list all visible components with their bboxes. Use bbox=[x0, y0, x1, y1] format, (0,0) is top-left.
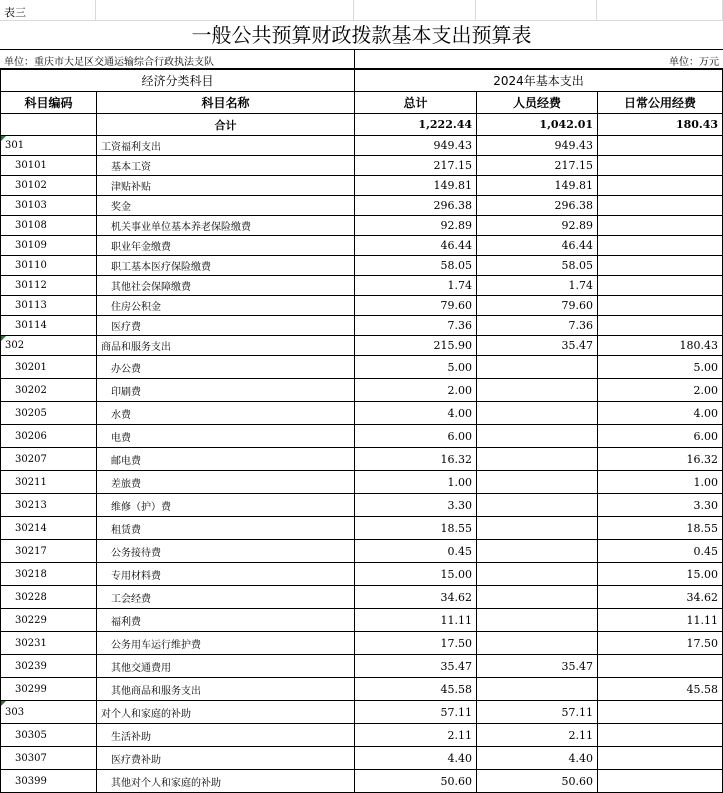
table-row bbox=[1, 216, 723, 236]
row-public[interactable] bbox=[598, 724, 723, 747]
row-name[interactable]: 办公费 bbox=[97, 356, 355, 379]
row-total[interactable]: 16.32 bbox=[355, 448, 477, 471]
row-total[interactable]: 6.00 bbox=[355, 425, 477, 448]
table-row bbox=[1, 256, 723, 276]
row-code[interactable]: 30229 bbox=[1, 609, 97, 632]
row-public[interactable]: 17.50 bbox=[598, 632, 723, 655]
row-personnel[interactable]: 46.44 bbox=[477, 236, 598, 256]
row-total[interactable]: 45.58 bbox=[355, 678, 477, 701]
row-personnel[interactable] bbox=[477, 609, 598, 632]
row-total[interactable]: 1.74 bbox=[355, 276, 477, 296]
row-name[interactable]: 工资福利支出 bbox=[97, 136, 355, 156]
row-name[interactable]: 公务用车运行维护费 bbox=[97, 632, 355, 655]
row-public[interactable]: 45.58 bbox=[598, 678, 723, 701]
row-code[interactable]: 30214 bbox=[1, 517, 97, 540]
row-public[interactable] bbox=[598, 770, 723, 793]
table-row bbox=[1, 471, 723, 494]
row-public[interactable] bbox=[598, 196, 723, 216]
table-row bbox=[1, 747, 723, 770]
sheet-label: 表三 bbox=[4, 6, 26, 19]
row-code[interactable]: 30231 bbox=[1, 632, 97, 655]
table-row bbox=[1, 176, 723, 196]
row-total[interactable]: 1.00 bbox=[355, 471, 477, 494]
table-row bbox=[1, 724, 723, 747]
row-code[interactable]: 30299 bbox=[1, 678, 97, 701]
row-code[interactable]: 30112 bbox=[1, 276, 97, 296]
row-personnel[interactable] bbox=[477, 471, 598, 494]
total-personnel[interactable]: 1,042.01 bbox=[477, 114, 598, 136]
table-row bbox=[1, 770, 723, 793]
row-public[interactable] bbox=[598, 236, 723, 256]
table-row bbox=[1, 701, 723, 724]
row-personnel[interactable]: 79.60 bbox=[477, 296, 598, 316]
row-name[interactable]: 电费 bbox=[97, 425, 355, 448]
row-public[interactable]: 1.00 bbox=[598, 471, 723, 494]
row-total[interactable]: 46.44 bbox=[355, 236, 477, 256]
row-personnel[interactable]: 50.60 bbox=[477, 770, 598, 793]
row-total[interactable]: 11.11 bbox=[355, 609, 477, 632]
row-public[interactable]: 16.32 bbox=[598, 448, 723, 471]
row-personnel[interactable]: 296.38 bbox=[477, 196, 598, 216]
row-name[interactable]: 其他商品和服务支出 bbox=[97, 678, 355, 701]
table-row bbox=[1, 196, 723, 216]
row-name[interactable]: 维修（护）费 bbox=[97, 494, 355, 517]
row-code[interactable]: 30307 bbox=[1, 747, 97, 770]
table-row bbox=[1, 402, 723, 425]
row-name[interactable]: 职工基本医疗保险缴费 bbox=[97, 256, 355, 276]
row-personnel[interactable] bbox=[477, 448, 598, 471]
row-name[interactable]: 其他社会保障缴费 bbox=[97, 276, 355, 296]
row-personnel[interactable]: 149.81 bbox=[477, 176, 598, 196]
row-personnel[interactable] bbox=[477, 494, 598, 517]
row-total[interactable]: 50.60 bbox=[355, 770, 477, 793]
row-personnel[interactable]: 2.11 bbox=[477, 724, 598, 747]
row-code[interactable]: 30305 bbox=[1, 724, 97, 747]
table-row bbox=[1, 494, 723, 517]
row-public[interactable]: 11.11 bbox=[598, 609, 723, 632]
row-total[interactable]: 4.00 bbox=[355, 402, 477, 425]
row-total[interactable]: 92.89 bbox=[355, 216, 477, 236]
table-row bbox=[1, 316, 723, 336]
row-name[interactable]: 福利费 bbox=[97, 609, 355, 632]
row-code[interactable]: 30110 bbox=[1, 256, 97, 276]
row-code[interactable]: 30228 bbox=[1, 586, 97, 609]
row-public[interactable]: 18.55 bbox=[598, 517, 723, 540]
row-total[interactable]: 34.62 bbox=[355, 586, 477, 609]
total-row bbox=[1, 114, 723, 136]
row-code[interactable]: 30207 bbox=[1, 448, 97, 471]
unit-row bbox=[0, 49, 723, 69]
row-public[interactable] bbox=[598, 156, 723, 176]
row-public[interactable] bbox=[598, 747, 723, 770]
table-row bbox=[1, 448, 723, 471]
row-personnel[interactable] bbox=[477, 425, 598, 448]
table-row bbox=[1, 655, 723, 678]
row-total[interactable]: 949.43 bbox=[355, 136, 477, 156]
row-name[interactable]: 生活补助 bbox=[97, 724, 355, 747]
row-total[interactable]: 2.00 bbox=[355, 379, 477, 402]
row-public[interactable]: 6.00 bbox=[598, 425, 723, 448]
row-code[interactable]: 30206 bbox=[1, 425, 97, 448]
row-public[interactable]: 2.00 bbox=[598, 379, 723, 402]
table-row bbox=[1, 276, 723, 296]
row-personnel[interactable]: 4.40 bbox=[477, 747, 598, 770]
table-row bbox=[1, 609, 723, 632]
row-code[interactable]: 301 bbox=[1, 136, 97, 156]
row-total[interactable]: 17.50 bbox=[355, 632, 477, 655]
top-grid-row bbox=[0, 0, 723, 22]
row-personnel[interactable]: 7.36 bbox=[477, 316, 598, 336]
header-name[interactable]: 科目名称 bbox=[97, 92, 355, 114]
grid-cell[interactable] bbox=[96, 0, 354, 21]
row-total[interactable]: 3.30 bbox=[355, 494, 477, 517]
row-public[interactable] bbox=[598, 176, 723, 196]
grid-cell[interactable] bbox=[354, 0, 476, 21]
row-name[interactable]: 职业年金缴费 bbox=[97, 236, 355, 256]
row-public[interactable] bbox=[598, 316, 723, 336]
row-code[interactable]: 30108 bbox=[1, 216, 97, 236]
row-total[interactable]: 7.36 bbox=[355, 316, 477, 336]
row-name[interactable]: 奖金 bbox=[97, 196, 355, 216]
grid-cell[interactable] bbox=[597, 0, 723, 21]
table-row bbox=[1, 678, 723, 701]
header-public[interactable]: 日常公用经费 bbox=[598, 92, 723, 114]
row-personnel[interactable]: 217.15 bbox=[477, 156, 598, 176]
row-public[interactable] bbox=[598, 655, 723, 678]
header-personnel[interactable]: 人员经费 bbox=[477, 92, 598, 114]
row-code[interactable]: 30217 bbox=[1, 540, 97, 563]
row-personnel[interactable] bbox=[477, 586, 598, 609]
row-code[interactable]: 30114 bbox=[1, 316, 97, 336]
row-name[interactable]: 商品和服务支出 bbox=[97, 336, 355, 356]
row-public[interactable] bbox=[598, 276, 723, 296]
row-name[interactable]: 津贴补贴 bbox=[97, 176, 355, 196]
row-personnel[interactable]: 35.47 bbox=[477, 655, 598, 678]
row-code[interactable]: 30103 bbox=[1, 196, 97, 216]
row-name[interactable]: 医疗费补助 bbox=[97, 747, 355, 770]
row-public[interactable] bbox=[598, 701, 723, 724]
row-public[interactable]: 4.00 bbox=[598, 402, 723, 425]
row-personnel[interactable]: 35.47 bbox=[477, 336, 598, 356]
row-name[interactable]: 差旅费 bbox=[97, 471, 355, 494]
header-row-2 bbox=[1, 92, 723, 114]
table-row bbox=[1, 517, 723, 540]
row-code[interactable]: 303 bbox=[1, 701, 97, 724]
divider bbox=[354, 49, 355, 69]
row-code[interactable]: 30113 bbox=[1, 296, 97, 316]
row-name[interactable]: 专用材料费 bbox=[97, 563, 355, 586]
header-total[interactable]: 总计 bbox=[355, 92, 477, 114]
row-name[interactable]: 邮电费 bbox=[97, 448, 355, 471]
row-personnel[interactable] bbox=[477, 563, 598, 586]
row-total[interactable]: 35.47 bbox=[355, 655, 477, 678]
table-row bbox=[1, 296, 723, 316]
table-row bbox=[1, 540, 723, 563]
row-code[interactable]: 30211 bbox=[1, 471, 97, 494]
row-name[interactable]: 住房公积金 bbox=[97, 296, 355, 316]
row-code[interactable]: 30239 bbox=[1, 655, 97, 678]
row-personnel[interactable]: 949.43 bbox=[477, 136, 598, 156]
header-row-1 bbox=[1, 70, 723, 92]
grid-cell[interactable] bbox=[476, 0, 597, 21]
page-title: 一般公共预算财政拨款基本支出预算表 bbox=[191, 23, 532, 47]
header-year-basic[interactable]: 2024年基本支出 bbox=[355, 70, 723, 92]
row-total[interactable]: 296.38 bbox=[355, 196, 477, 216]
row-name[interactable]: 医疗费 bbox=[97, 316, 355, 336]
row-public[interactable] bbox=[598, 296, 723, 316]
table-row bbox=[1, 379, 723, 402]
row-name[interactable]: 其他交通费用 bbox=[97, 655, 355, 678]
row-personnel[interactable] bbox=[477, 517, 598, 540]
row-total[interactable]: 5.00 bbox=[355, 356, 477, 379]
row-total[interactable]: 0.45 bbox=[355, 540, 477, 563]
total-label[interactable]: 合计 bbox=[97, 114, 355, 136]
row-personnel[interactable] bbox=[477, 356, 598, 379]
total-public[interactable]: 180.43 bbox=[598, 114, 723, 136]
row-personnel[interactable] bbox=[477, 632, 598, 655]
row-code[interactable]: 30205 bbox=[1, 402, 97, 425]
table-row bbox=[1, 425, 723, 448]
row-code[interactable]: 30101 bbox=[1, 156, 97, 176]
unit-currency: 单位：万元 bbox=[669, 57, 719, 68]
row-code[interactable]: 30399 bbox=[1, 770, 97, 793]
total-code-cell[interactable] bbox=[1, 114, 97, 136]
row-public[interactable]: 5.00 bbox=[598, 356, 723, 379]
table-row bbox=[1, 156, 723, 176]
table-row bbox=[1, 236, 723, 256]
table-row bbox=[1, 632, 723, 655]
row-total[interactable]: 57.11 bbox=[355, 701, 477, 724]
header-code[interactable]: 科目编码 bbox=[1, 92, 97, 114]
row-total[interactable]: 79.60 bbox=[355, 296, 477, 316]
row-personnel[interactable] bbox=[477, 678, 598, 701]
row-public[interactable]: 0.45 bbox=[598, 540, 723, 563]
table-row bbox=[1, 563, 723, 586]
row-public[interactable] bbox=[598, 256, 723, 276]
row-total[interactable]: 15.00 bbox=[355, 563, 477, 586]
row-code[interactable]: 30202 bbox=[1, 379, 97, 402]
row-code[interactable]: 30201 bbox=[1, 356, 97, 379]
row-code[interactable]: 302 bbox=[1, 336, 97, 356]
row-name[interactable]: 对个人和家庭的补助 bbox=[97, 701, 355, 724]
row-name[interactable]: 机关事业单位基本养老保险缴费 bbox=[97, 216, 355, 236]
row-code[interactable]: 30218 bbox=[1, 563, 97, 586]
row-name[interactable]: 其他对个人和家庭的补助 bbox=[97, 770, 355, 793]
row-total[interactable]: 58.05 bbox=[355, 256, 477, 276]
row-public[interactable]: 34.62 bbox=[598, 586, 723, 609]
row-total[interactable]: 18.55 bbox=[355, 517, 477, 540]
row-total[interactable]: 149.81 bbox=[355, 176, 477, 196]
row-personnel[interactable]: 1.74 bbox=[477, 276, 598, 296]
budget-table bbox=[0, 69, 723, 793]
header-econ-class[interactable]: 经济分类科目 bbox=[1, 70, 355, 92]
row-code[interactable]: 30102 bbox=[1, 176, 97, 196]
row-personnel[interactable]: 58.05 bbox=[477, 256, 598, 276]
row-personnel[interactable]: 57.11 bbox=[477, 701, 598, 724]
row-total[interactable]: 4.40 bbox=[355, 747, 477, 770]
row-public[interactable]: 15.00 bbox=[598, 563, 723, 586]
row-public[interactable]: 3.30 bbox=[598, 494, 723, 517]
row-personnel[interactable] bbox=[477, 402, 598, 425]
row-total[interactable]: 2.11 bbox=[355, 724, 477, 747]
row-public[interactable]: 180.43 bbox=[598, 336, 723, 356]
row-code[interactable]: 30109 bbox=[1, 236, 97, 256]
row-name[interactable]: 基本工资 bbox=[97, 156, 355, 176]
row-personnel[interactable]: 92.89 bbox=[477, 216, 598, 236]
row-total[interactable]: 217.15 bbox=[355, 156, 477, 176]
table-row bbox=[1, 336, 723, 356]
row-public[interactable] bbox=[598, 136, 723, 156]
table-row bbox=[1, 356, 723, 379]
row-code[interactable]: 30213 bbox=[1, 494, 97, 517]
row-name[interactable]: 水费 bbox=[97, 402, 355, 425]
row-personnel[interactable] bbox=[477, 379, 598, 402]
row-public[interactable] bbox=[598, 216, 723, 236]
unit-organization: 单位：重庆市大足区交通运输综合行政执法支队 bbox=[4, 57, 214, 68]
row-name[interactable]: 公务接待费 bbox=[97, 540, 355, 563]
table-row bbox=[1, 136, 723, 156]
row-name[interactable]: 工会经费 bbox=[97, 586, 355, 609]
table-row bbox=[1, 586, 723, 609]
row-name[interactable]: 印刷费 bbox=[97, 379, 355, 402]
row-total[interactable]: 215.90 bbox=[355, 336, 477, 356]
row-personnel[interactable] bbox=[477, 540, 598, 563]
total-total[interactable]: 1,222.44 bbox=[355, 114, 477, 136]
row-name[interactable]: 租赁费 bbox=[97, 517, 355, 540]
